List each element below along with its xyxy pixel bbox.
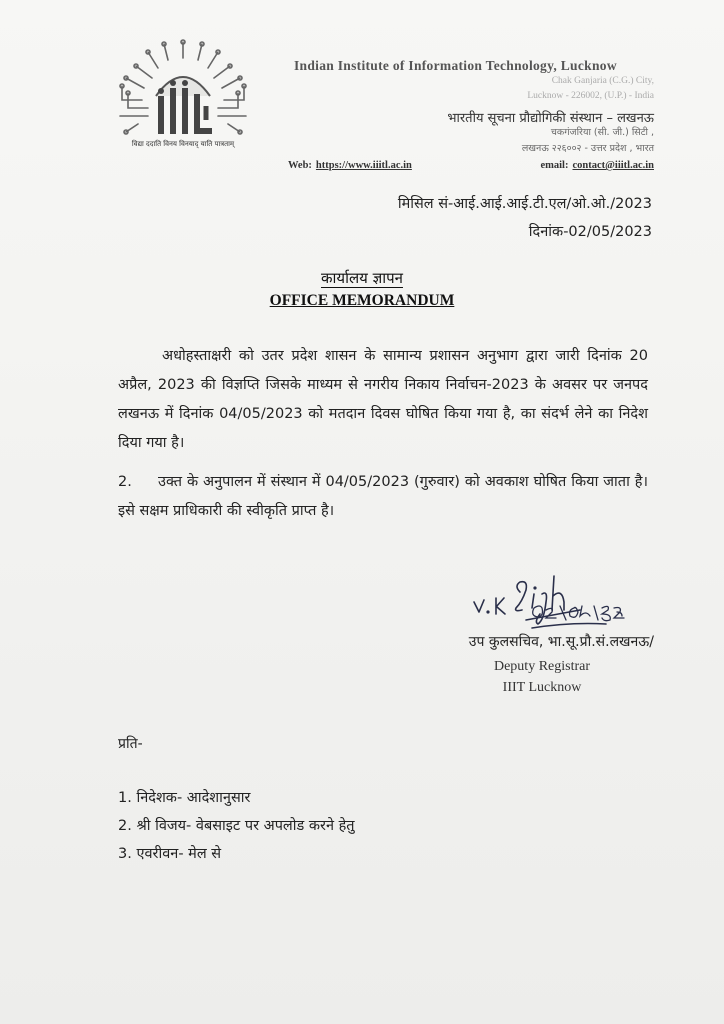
paragraph-2-text: उक्त के अनुपालन में संस्थान में 04/05/2023 (गुरुवार) को अवकाश घोषित किया जाता है। इसे सक्षम प्राधिकारी की स्वीकृति प्राप्त है। — [118, 474, 648, 519]
signatory-designation-english — [462, 656, 622, 698]
institute-name-hindi: भारतीय सूचना प्रौद्योगिकी संस्थान – लखनऊ — [447, 111, 654, 126]
paragraph-2-number: 2. — [118, 474, 132, 490]
distribution-item: 3. एवरीवन- मेल से — [118, 846, 222, 862]
email-label: email: — [540, 160, 569, 171]
signatory-institute: IIIT Lucknow — [502, 680, 582, 695]
website-label: Web: — [288, 160, 312, 171]
memo-date: दिनांक-02/05/2023 — [528, 224, 652, 240]
email-contact — [540, 160, 654, 171]
iiitl-logo-icon — [108, 38, 258, 156]
memo-title-hindi-text: कार्यालय ज्ञापन — [321, 269, 403, 287]
memo-title-english — [0, 292, 724, 310]
distribution-label: प्रति- — [118, 736, 143, 752]
address-hindi — [522, 125, 654, 157]
body-paragraph-2 — [118, 468, 648, 526]
website-contact — [288, 160, 412, 171]
distribution-list — [118, 784, 355, 868]
distribution-item: 2. श्री विजय- वेबसाइट पर अपलोड करने हेतु — [118, 818, 355, 834]
signatory-role: Deputy Registrar — [493, 659, 591, 674]
address-english — [527, 74, 654, 104]
address-hindi-line2: लखनऊ २२६००२ - उत्तर प्रदेश , भारत — [521, 143, 654, 154]
body-paragraph-1: अधोहस्ताक्षरी को उतर प्रदेश शासन के सामान्य प्रशासन अनुभाग द्वारा जारी दिनांक 20 अप्रैल, 2023 की विज्ञप्ति जिसके माध्यम से नगरीय निकाय निर्वाचन-2023 के अवसर पर जनपद लखनऊ में दिनांक 04/05/2023 को मतदान दिवस घोषित किया गया है, का संदर्भ लेने का निदेश दिया गया है। — [118, 348, 648, 451]
memo-title-hindi — [0, 268, 724, 288]
institute-name-english: Indian Institute of Information Technology, Lucknow — [294, 58, 617, 73]
handwritten-signature — [470, 562, 640, 642]
address-english-line2: Lucknow - 226002, (U.P.) - India — [527, 91, 654, 101]
address-hindi-line1: चकगंजरिया (सी. जी.) सिटी , — [550, 127, 654, 138]
signatory-designation-hindi: उप कुलसचिव, भा.सू.प्रौ.सं.लखनऊ/ — [468, 634, 654, 650]
distribution-item: 1. निदेशक- आदेशानुसार — [118, 790, 251, 806]
reference-number: मिसिल सं-आई.आई.आई.टी.एल/ओ.ओ./2023 — [397, 196, 652, 212]
memo-title-english-text: OFFICE MEMORANDUM — [269, 292, 455, 309]
email-link[interactable]: contact@iiitl.ac.in — [572, 160, 654, 171]
address-english-line1: Chak Ganjaria (C.G.) City, — [551, 76, 654, 86]
website-link[interactable]: https://www.iiitl.ac.in — [315, 160, 412, 171]
institute-motto: विद्या ददाति विनय विनयाद् याति पात्रताम् — [131, 140, 235, 148]
